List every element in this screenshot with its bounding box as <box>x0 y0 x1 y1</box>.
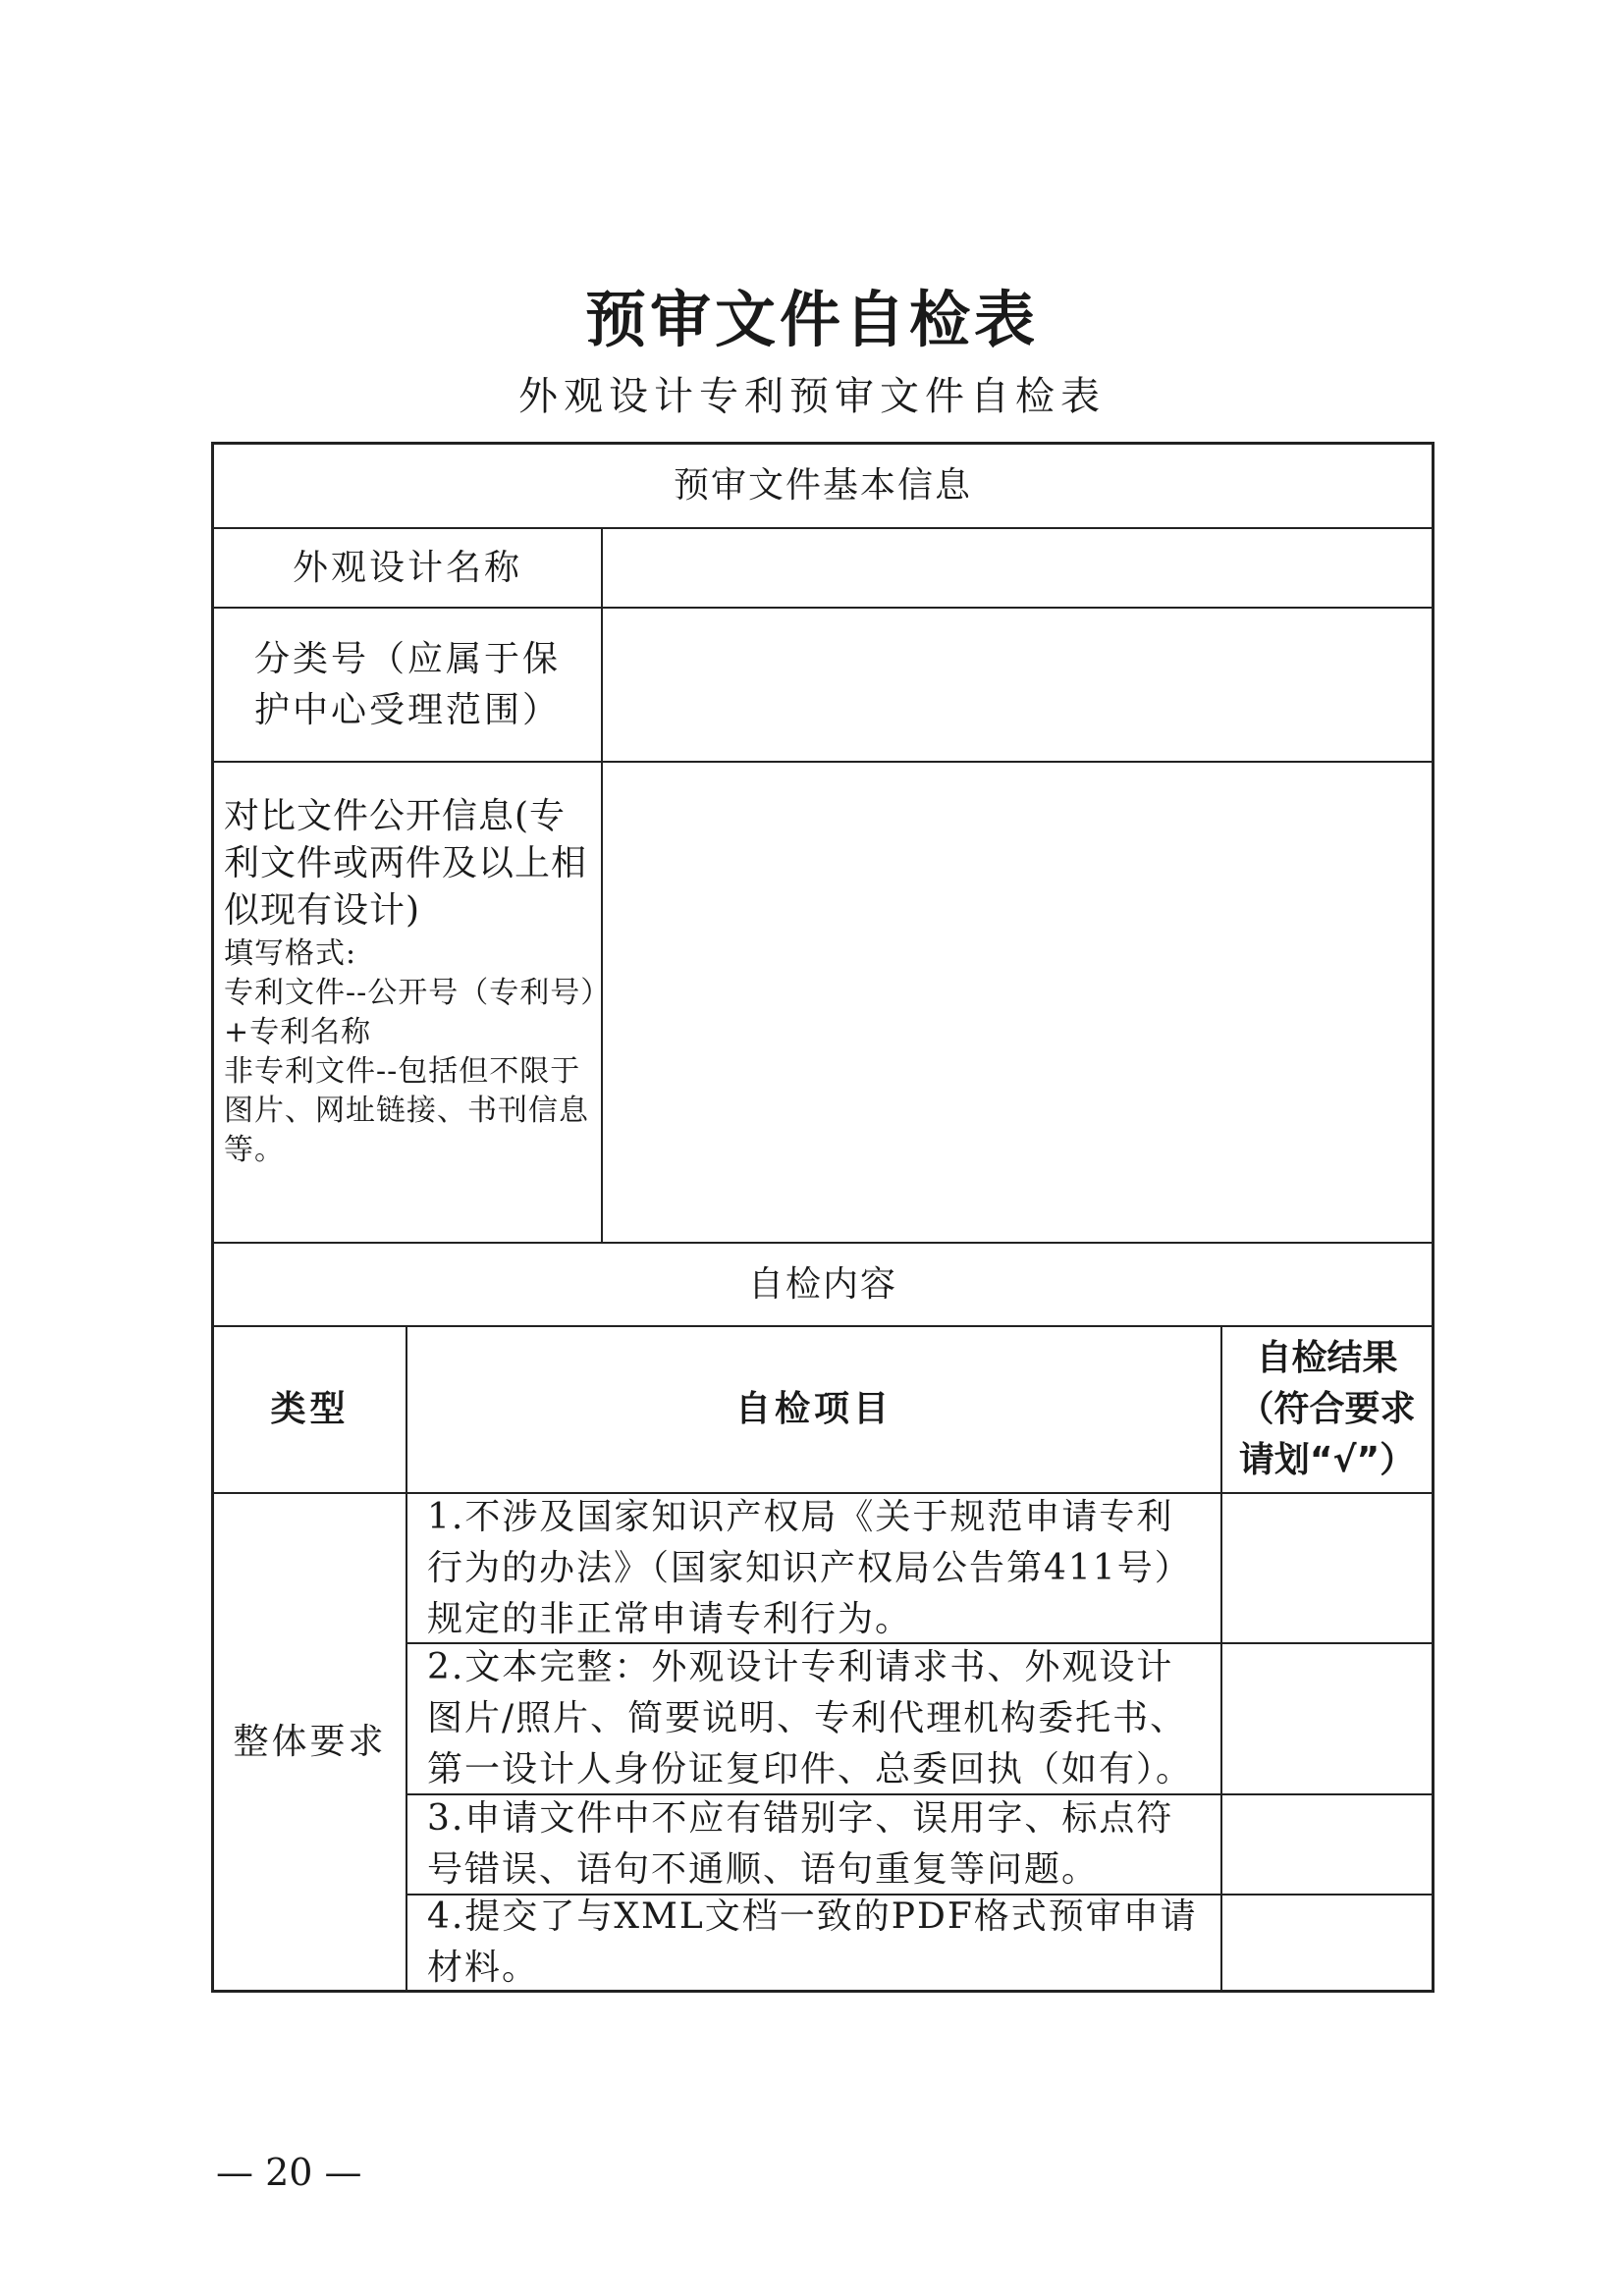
check-result-4[interactable] <box>1222 1896 1432 1990</box>
group-label-overall: 整体要求 <box>233 1721 387 1762</box>
document-subtitle: 外观设计专利预审文件自检表 <box>518 374 1106 419</box>
check-item-3: 3.申请文件中不应有错别字、误用字、标点符号错误、语句不通顺、语句重复等问题。 <box>427 1798 1174 1890</box>
self-check-header: 自检内容 <box>747 1263 897 1305</box>
basic-info-header: 预审文件基本信息 <box>673 465 972 506</box>
check-item-4: 4.提交了与XML文档一致的PDF格式预审申请材料。 <box>427 1896 1198 1988</box>
column-header-type: 类型 <box>270 1389 350 1429</box>
page-number: — 20 — <box>216 2151 362 2194</box>
column-header-item: 自检项目 <box>734 1389 893 1429</box>
comparison-format-patent: 专利文件--公开号（专利号）+专利名称 <box>224 976 597 1049</box>
check-result-3[interactable] <box>1222 1795 1432 1894</box>
document-title: 预审文件自检表 <box>584 284 1039 355</box>
comparison-info-label-block <box>224 793 597 1170</box>
check-result-2[interactable] <box>1222 1644 1432 1793</box>
comparison-label: 对比文件公开信息(专利文件或两件及以上相似现有设计) <box>224 796 588 931</box>
column-header-result: 自检结果（符合要求请划“√”） <box>1238 1338 1416 1480</box>
classification-field[interactable] <box>603 609 1432 761</box>
design-name-field[interactable] <box>603 529 1432 607</box>
check-item-1: 1.不涉及国家知识产权局《关于规范申请专利行为的办法》（国家知识产权局公告第411号）规定的非正常申请专利行为。 <box>427 1496 1192 1639</box>
check-item-2: 2.文本完整：外观设计专利请求书、外观设计图片/照片、简要说明、专利代理机构委托书、第一设计人身份证复印件、总委回执（如有）。 <box>427 1647 1194 1789</box>
classification-label: 分类号（应属于保护中心受理范围） <box>253 638 561 730</box>
comparison-format-title: 填写格式: <box>224 936 357 971</box>
comparison-field[interactable] <box>603 763 1432 1242</box>
comparison-format-nonpatent: 非专利文件--包括但不限于图片、网址链接、书刊信息等。 <box>224 1054 589 1167</box>
design-name-label: 外观设计名称 <box>292 547 522 588</box>
check-result-1[interactable] <box>1222 1494 1432 1642</box>
